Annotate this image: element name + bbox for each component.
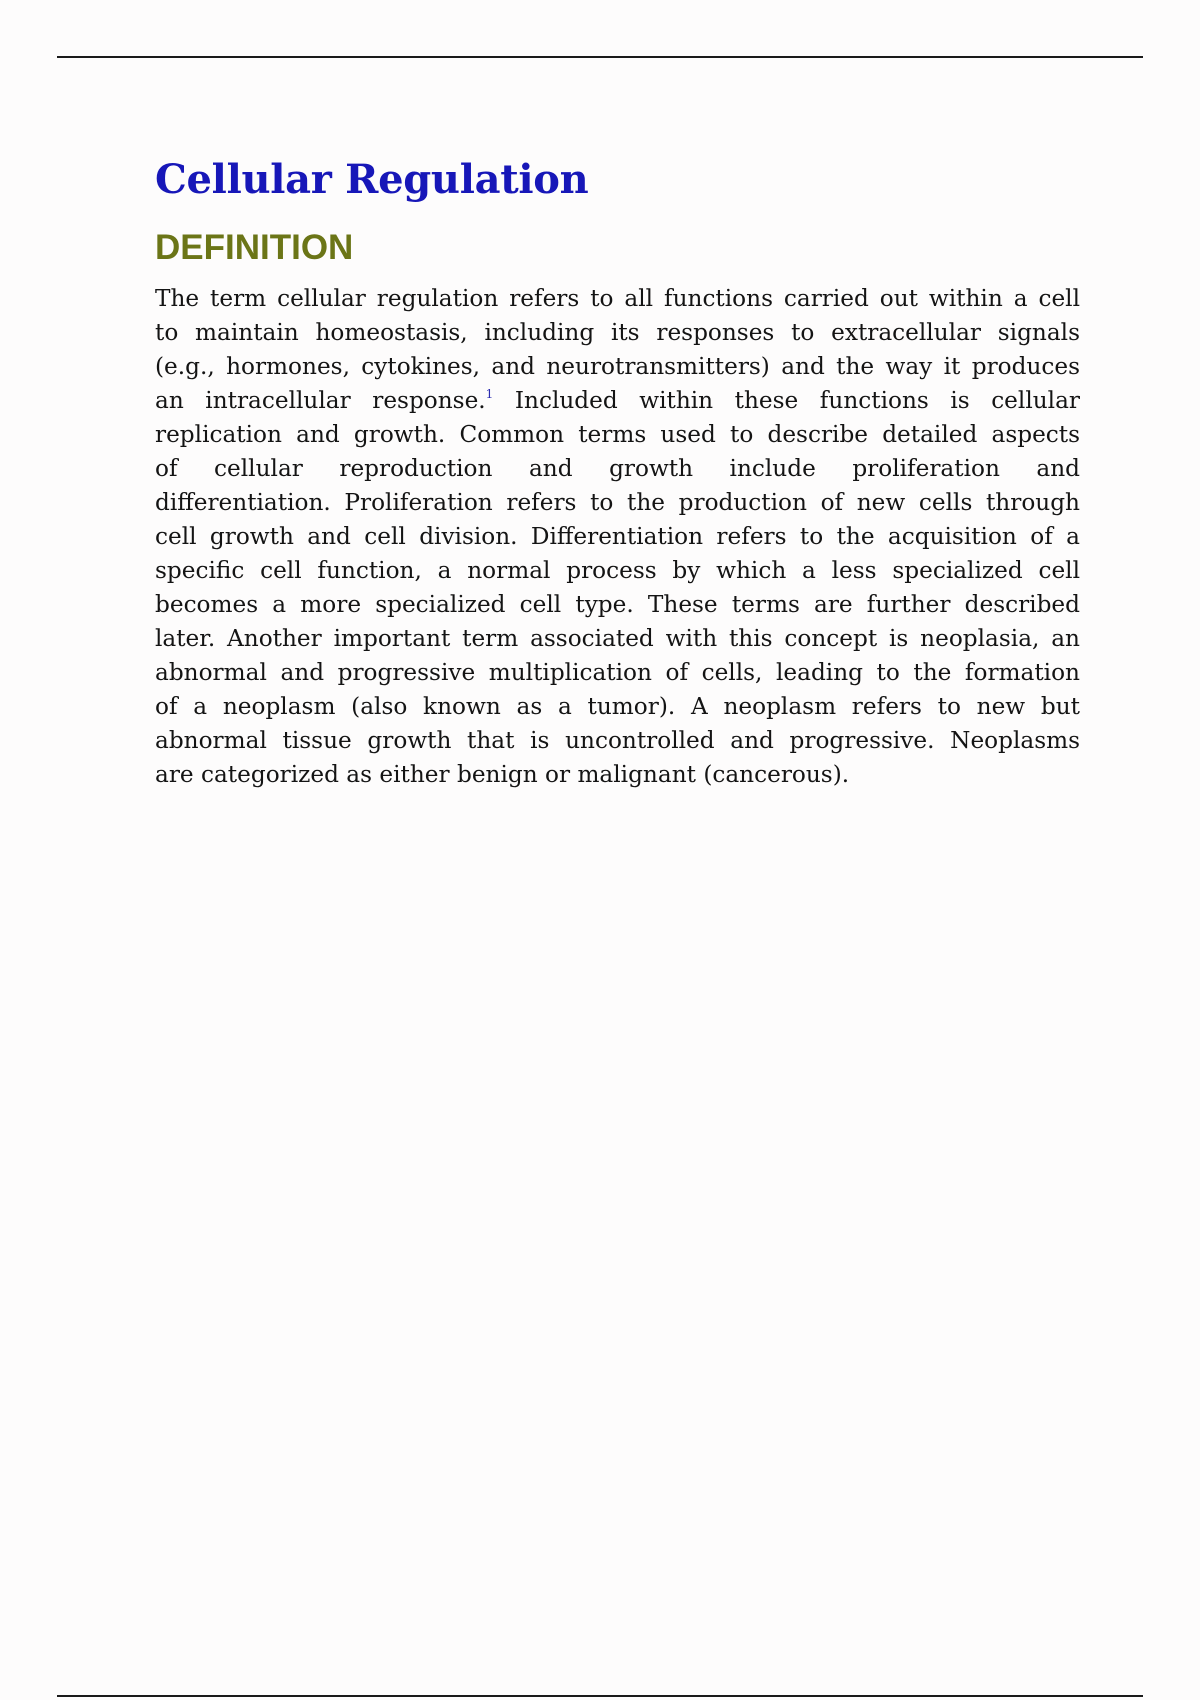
section-heading-definition: DEFINITION — [155, 228, 354, 267]
paragraph-line: replication and growth. Common terms used to describe detailed aspects — [155, 421, 1080, 448]
paragraph-line: becomes a more specialized cell type. These terms are further described — [155, 591, 1080, 618]
paragraph-line: of cellular reproduction and growth include proliferation and — [155, 455, 1080, 482]
paragraph-line: later. Another important term associated with this concept is neoplasia, an — [155, 625, 1080, 652]
paragraph-line: cell growth and cell division. Differentiation refers to the acquisition of a — [155, 523, 1080, 550]
paragraph-line-last: are categorized as either benign or malignant (cancerous). — [155, 761, 850, 788]
page-content — [155, 150, 1080, 792]
paragraph-line: specific cell function, a normal process by which a less specialized cell — [155, 557, 1080, 584]
definition-paragraph — [155, 282, 1080, 792]
top-rule — [57, 56, 1143, 58]
page-title: Cellular Regulation — [155, 156, 589, 203]
bottom-rule — [57, 1695, 1143, 1697]
paragraph-line: of a neoplasm (also known as a tumor). A neoplasm refers to new but — [155, 693, 1080, 720]
paragraph-line: abnormal and progressive multiplication of cells, leading to the formation — [155, 659, 1080, 686]
paragraph-line-with-footnote — [155, 384, 1080, 418]
paragraph-text: an intracellular response. — [155, 387, 486, 414]
paragraph-text: Included within these functions is cellular — [493, 387, 1080, 414]
paragraph-line: to maintain homeostasis, including its responses to extracellular signals — [155, 319, 1080, 346]
footnote-reference[interactable]: 1 — [485, 387, 494, 401]
paragraph-line: The term cellular regulation refers to all functions carried out within a cell — [155, 285, 1080, 312]
paragraph-line: abnormal tissue growth that is uncontrolled and progressive. Neoplasms — [155, 727, 1080, 754]
paragraph-line: differentiation. Proliferation refers to the production of new cells through — [155, 489, 1080, 516]
paragraph-line: (e.g., hormones, cytokines, and neurotransmitters) and the way it produces — [155, 353, 1080, 380]
